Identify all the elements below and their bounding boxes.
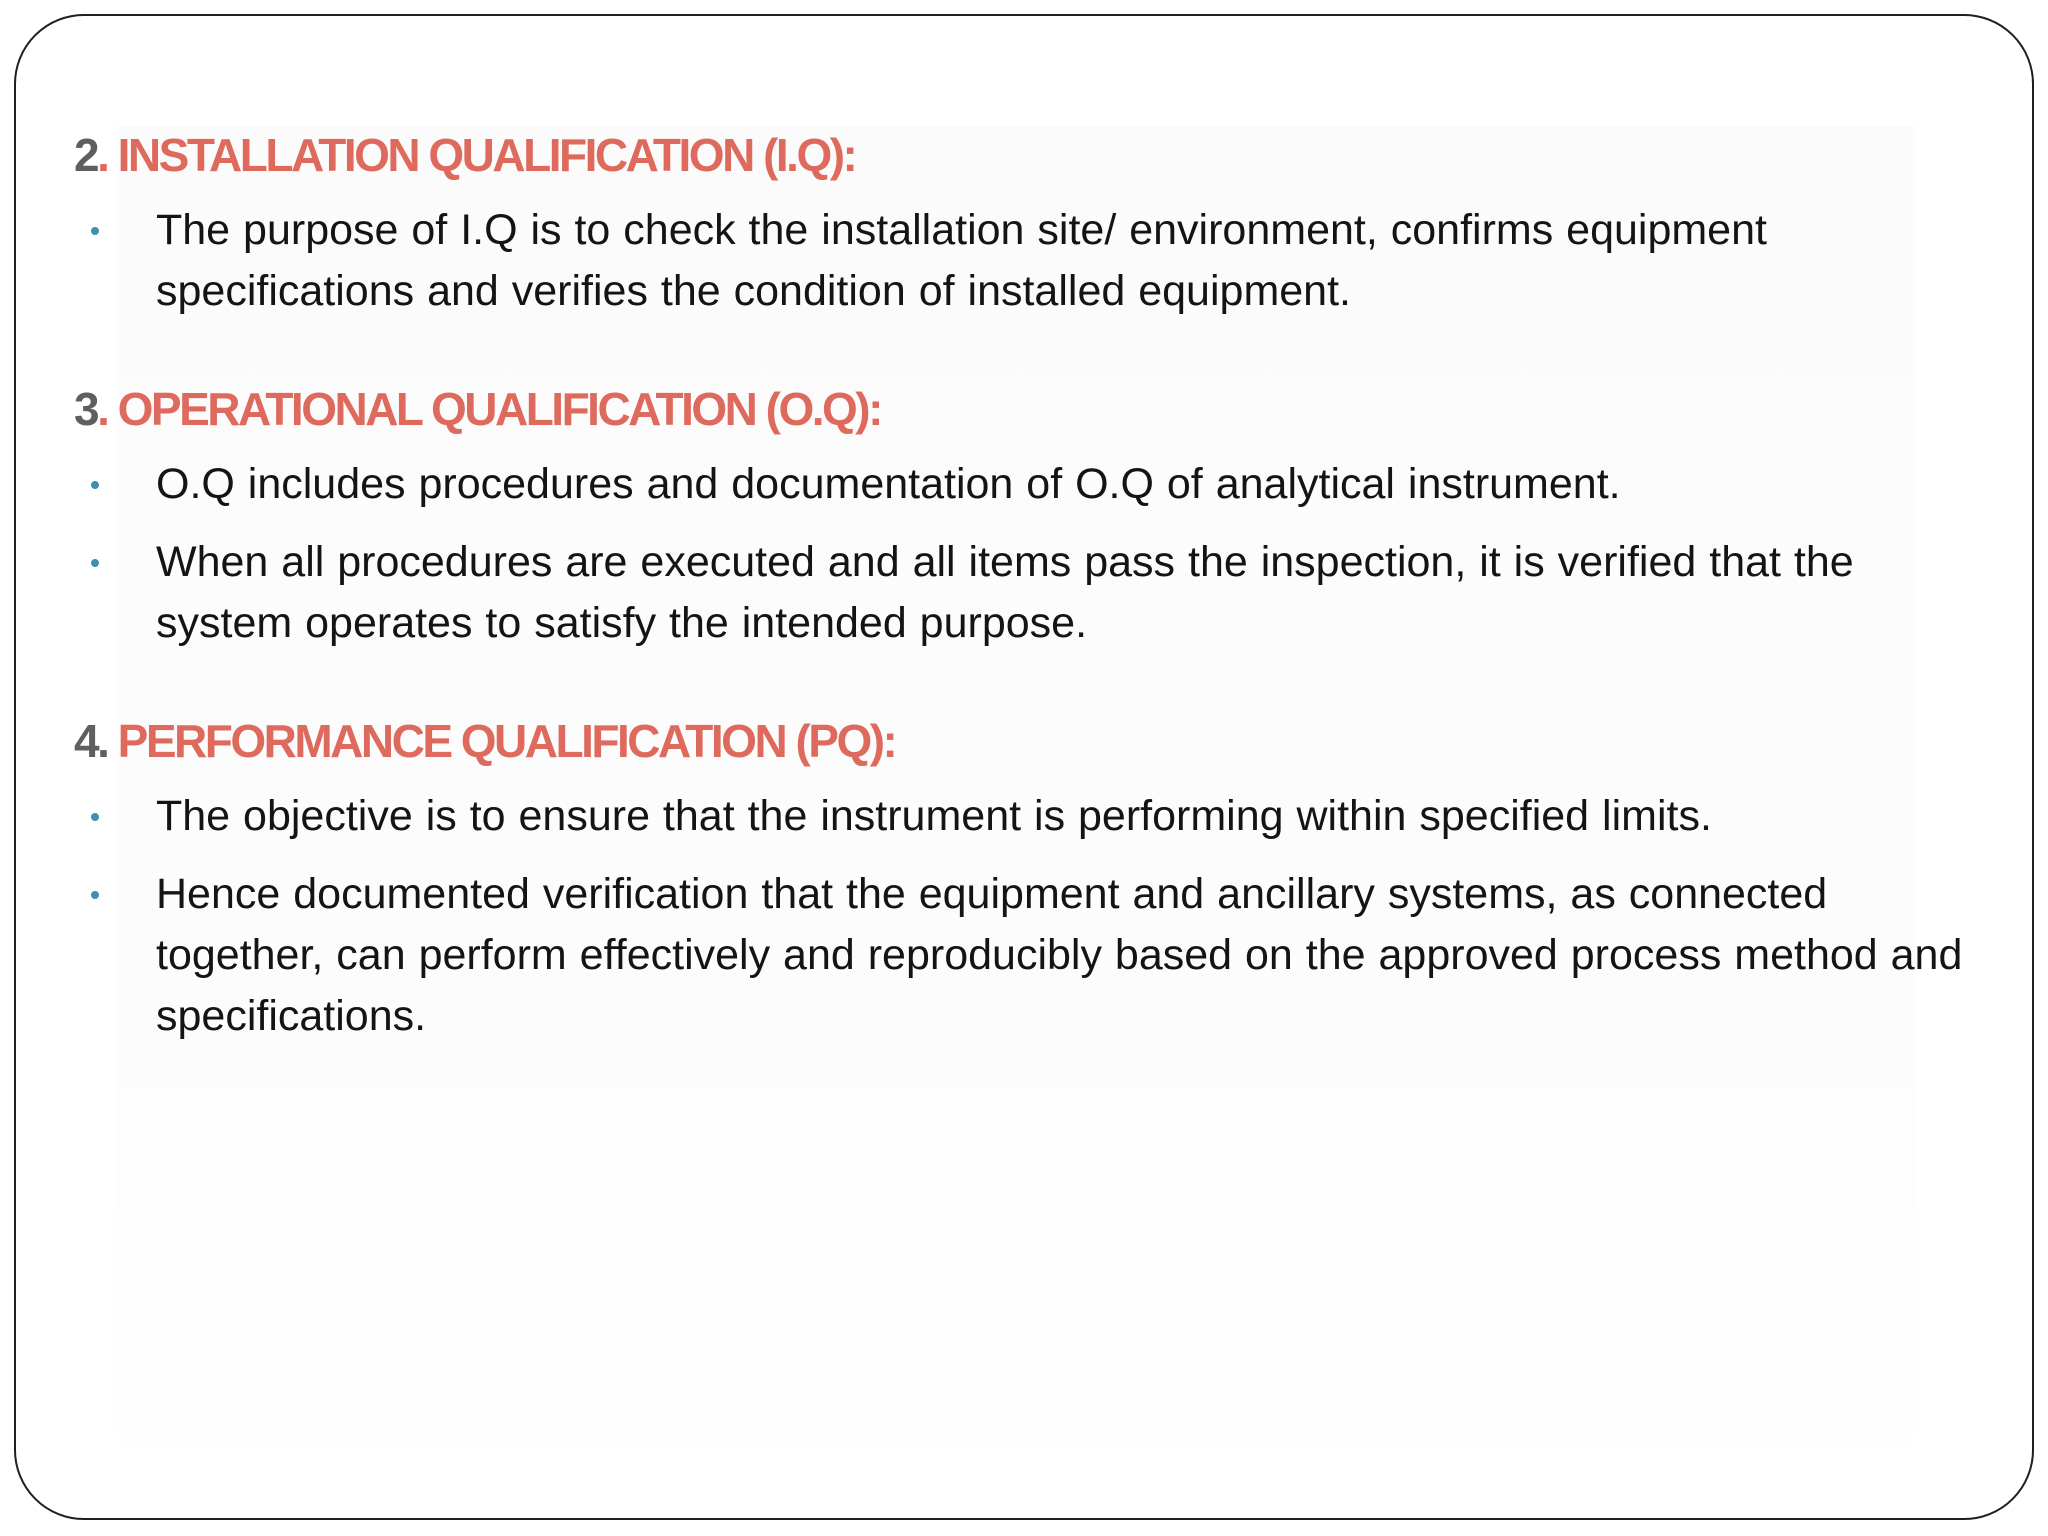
slide-frame — [14, 14, 2034, 1520]
section-number: 3 — [74, 383, 98, 435]
bullet-list — [74, 200, 1974, 322]
section-installation-qualification — [74, 124, 1974, 322]
bullet-list — [74, 454, 1974, 654]
bullet-icon — [91, 481, 99, 489]
bullet-icon — [91, 559, 99, 567]
section-performance-qualification — [74, 710, 1974, 1047]
bullet-list — [74, 786, 1974, 1047]
bullet-icon — [91, 227, 99, 235]
bullet-item — [74, 532, 1974, 654]
bullet-item — [74, 786, 1974, 847]
bullet-item — [74, 454, 1974, 515]
bullet-text: Hence documented verification that the equipment and ancillary systems, as connected together, can perform effectively and reproducibly based on the approved process method and specifications. — [156, 870, 1963, 1040]
bullet-item — [74, 864, 1974, 1047]
section-heading — [74, 378, 1974, 440]
bullet-text: The objective is to ensure that the instrument is performing within specified limits. — [156, 792, 1712, 840]
bullet-text: The purpose of I.Q is to check the installation site/ environment, confirms equipment specifications and verifies the condition of installed equipment. — [156, 206, 1767, 315]
section-title: . INSTALLATION QUALIFICATION (I.Q): — [97, 129, 856, 181]
section-operational-qualification — [74, 378, 1974, 654]
bullet-text: When all procedures are executed and all items pass the inspection, it is verified that the system operates to satisfy the intended purpose. — [156, 538, 1854, 647]
section-number: 4. — [74, 715, 108, 767]
bullet-text: O.Q includes procedures and documentation of O.Q of analytical instrument. — [156, 460, 1621, 508]
section-heading — [74, 124, 1974, 186]
bullet-icon — [91, 891, 99, 899]
section-title: PERFORMANCE QUALIFICATION (PQ): — [107, 715, 896, 767]
section-number: 2 — [74, 129, 98, 181]
section-heading — [74, 710, 1974, 772]
slide-content — [74, 124, 1974, 1103]
bullet-icon — [91, 813, 99, 821]
bullet-item — [74, 200, 1974, 322]
section-title: . OPERATIONAL QUALIFICATION (O.Q): — [97, 383, 881, 435]
